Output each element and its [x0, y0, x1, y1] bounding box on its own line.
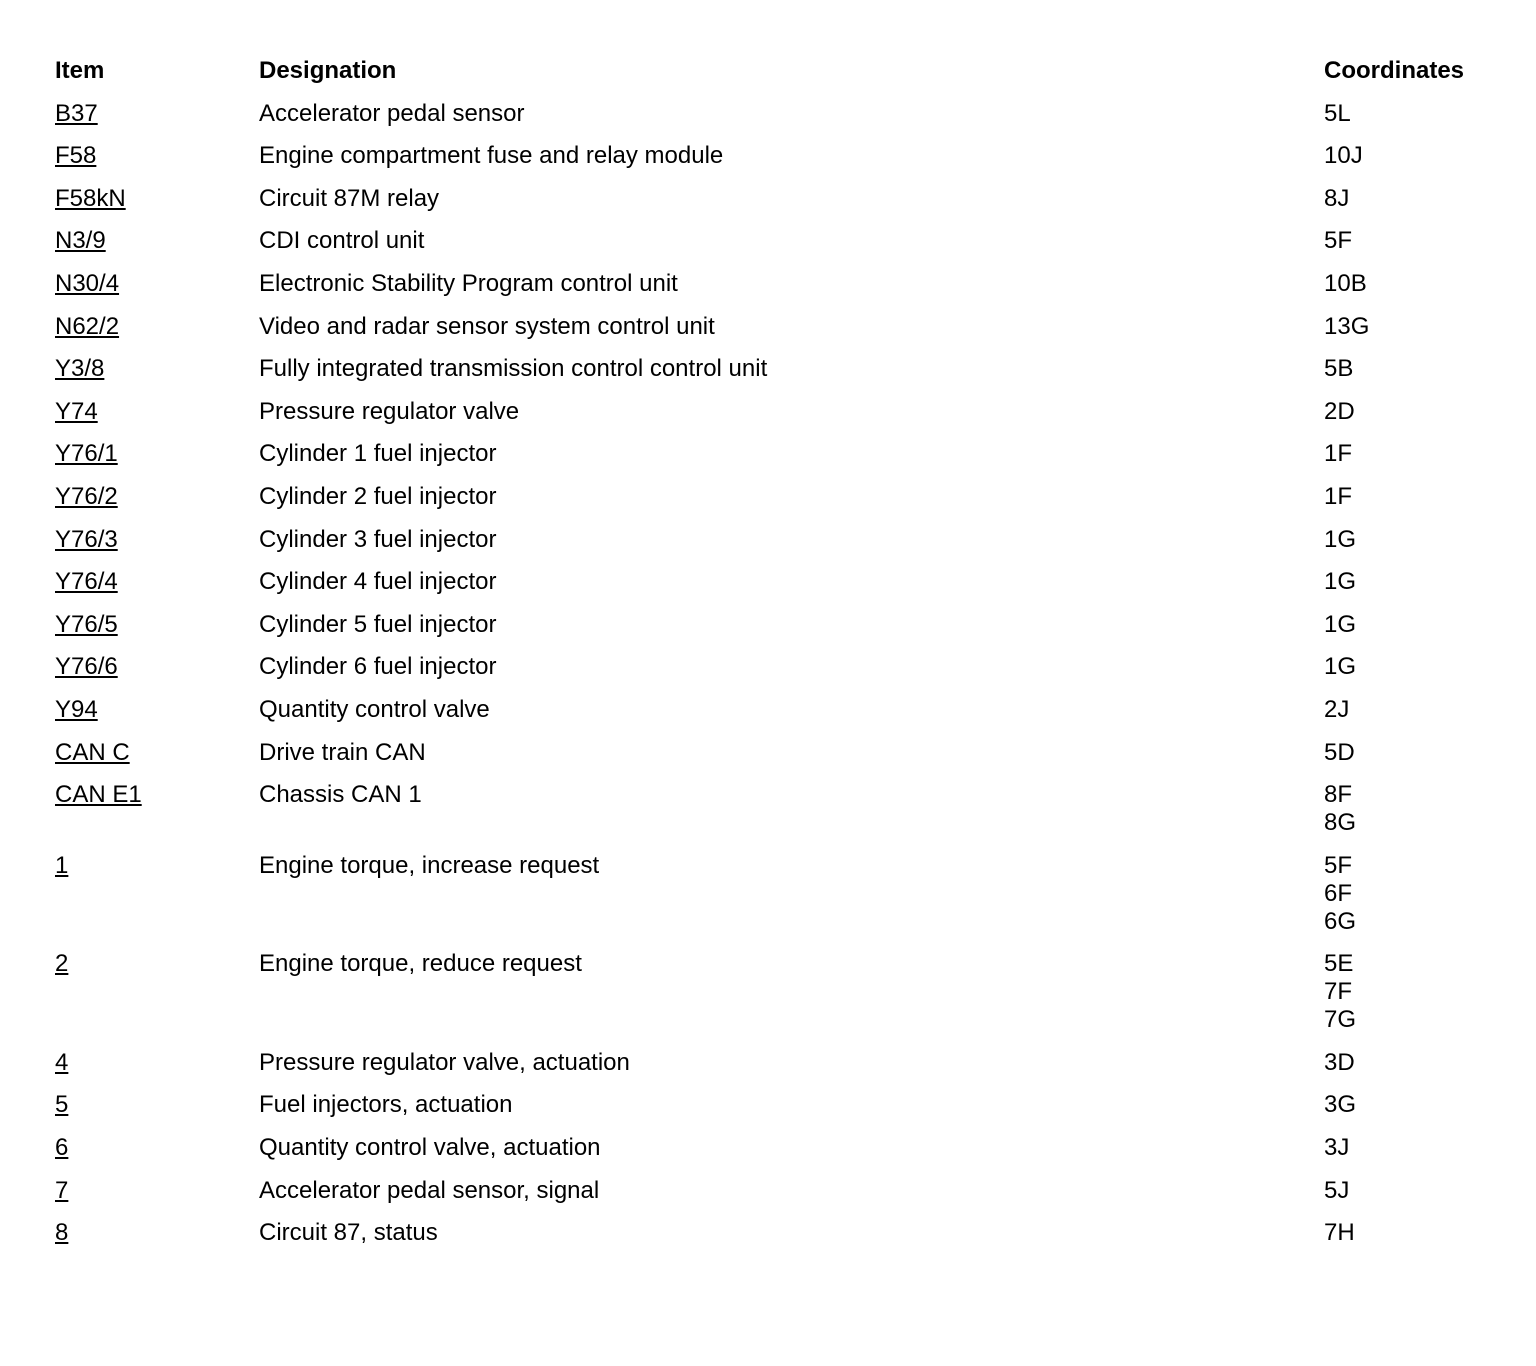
designation-cell: Accelerator pedal sensor [259, 99, 525, 127]
coordinates-cell [1324, 1177, 1515, 1205]
table-row [55, 227, 1515, 255]
designation-cell: Engine torque, increase request [259, 851, 600, 879]
coordinates-cell [1324, 852, 1515, 936]
coordinate-value: 7G [1324, 1006, 1357, 1034]
legend-header-row [55, 57, 1515, 85]
legend-table [55, 57, 1515, 1262]
column-header-coordinates: Coordinates [1324, 57, 1465, 84]
column-header-designation: Designation [259, 57, 397, 84]
item-cell [55, 483, 259, 511]
legend-body [55, 100, 1515, 1248]
table-row [55, 483, 1515, 511]
coordinate-value: 5F [1324, 851, 1353, 879]
coordinate-value: 5B [1324, 355, 1354, 383]
item-link[interactable]: 4 [55, 1048, 69, 1076]
designation-cell: Drive train CAN [259, 738, 426, 766]
item-cell [55, 852, 259, 880]
coordinates-cell [1324, 355, 1515, 383]
coordinates-cell [1324, 100, 1515, 128]
coordinates-cell [1324, 1049, 1515, 1077]
item-link[interactable]: 8 [55, 1219, 69, 1247]
item-link[interactable]: Y76/1 [55, 440, 118, 468]
item-cell [55, 227, 259, 255]
table-row [55, 185, 1515, 213]
item-cell [55, 440, 259, 468]
table-row [55, 1177, 1515, 1205]
designation-cell: Cylinder 2 fuel injector [259, 482, 497, 510]
item-link[interactable]: Y76/4 [55, 568, 118, 596]
table-row [55, 100, 1515, 128]
designation-cell: Chassis CAN 1 [259, 781, 422, 809]
table-row [55, 653, 1515, 681]
coordinates-cell [1324, 227, 1515, 255]
item-cell [55, 1049, 259, 1077]
item-link[interactable]: Y94 [55, 695, 98, 723]
coordinate-value: 6F [1324, 879, 1353, 907]
table-row [55, 440, 1515, 468]
item-link[interactable]: Y76/5 [55, 610, 118, 638]
designation-cell: Accelerator pedal sensor, signal [259, 1176, 600, 1204]
table-row [55, 313, 1515, 341]
designation-cell: Video and radar sensor system control unit [259, 312, 715, 340]
coordinate-value: 2D [1324, 397, 1355, 425]
coordinate-value: 1G [1324, 568, 1357, 596]
table-row [55, 398, 1515, 426]
item-cell [55, 100, 259, 128]
coordinate-value: 5J [1324, 1176, 1350, 1204]
table-row [55, 781, 1515, 837]
coordinates-cell [1324, 781, 1515, 837]
coordinates-cell [1324, 526, 1515, 554]
item-cell [55, 611, 259, 639]
coordinate-value: 1G [1324, 653, 1357, 681]
designation-cell: Cylinder 6 fuel injector [259, 653, 497, 681]
table-row [55, 526, 1515, 554]
designation-cell: Cylinder 5 fuel injector [259, 610, 497, 638]
item-link[interactable]: F58 [55, 142, 97, 170]
item-link[interactable]: Y76/6 [55, 653, 118, 681]
coordinates-cell [1324, 696, 1515, 724]
coordinate-value: 5D [1324, 738, 1355, 766]
designation-cell: Fuel injectors, actuation [259, 1091, 513, 1119]
coordinate-value: 1G [1324, 525, 1357, 553]
item-link[interactable]: Y74 [55, 397, 98, 425]
item-cell [55, 696, 259, 724]
coordinate-value: 3G [1324, 1091, 1357, 1119]
coordinates-cell [1324, 398, 1515, 426]
item-cell [55, 950, 259, 978]
coordinates-cell [1324, 313, 1515, 341]
item-cell [55, 270, 259, 298]
coordinate-value: 5L [1324, 99, 1351, 127]
item-link[interactable]: 2 [55, 950, 69, 978]
designation-cell: Cylinder 1 fuel injector [259, 440, 497, 468]
coordinates-cell [1324, 1219, 1515, 1247]
table-row [55, 950, 1515, 1034]
designation-cell: Cylinder 4 fuel injector [259, 568, 497, 596]
item-link[interactable]: CAN C [55, 738, 130, 766]
item-link[interactable]: 7 [55, 1176, 69, 1204]
item-link[interactable]: 1 [55, 851, 69, 879]
coordinate-value: 8J [1324, 184, 1350, 212]
coordinate-value: 8F [1324, 781, 1353, 809]
coordinate-value: 1F [1324, 440, 1353, 468]
table-row [55, 1091, 1515, 1119]
designation-cell: Fully integrated transmission control control unit [259, 355, 768, 383]
table-row [55, 568, 1515, 596]
designation-cell: Pressure regulator valve, actuation [259, 1048, 630, 1076]
item-cell [55, 1177, 259, 1205]
item-cell [55, 1219, 259, 1247]
table-row [55, 611, 1515, 639]
item-cell [55, 1134, 259, 1162]
item-cell [55, 1091, 259, 1119]
item-cell [55, 398, 259, 426]
coordinates-cell [1324, 568, 1515, 596]
table-row [55, 142, 1515, 170]
coordinates-cell [1324, 1134, 1515, 1162]
item-link[interactable]: N30/4 [55, 269, 120, 297]
coordinate-value: 1F [1324, 482, 1353, 510]
coordinate-value: 1G [1324, 610, 1357, 638]
coordinate-value: 10J [1324, 142, 1363, 170]
coordinates-cell [1324, 440, 1515, 468]
coordinates-cell [1324, 483, 1515, 511]
item-link[interactable]: Y76/2 [55, 482, 118, 510]
item-link[interactable]: 5 [55, 1091, 69, 1119]
item-cell [55, 313, 259, 341]
table-row [55, 1049, 1515, 1077]
coordinates-cell [1324, 950, 1515, 1034]
item-link[interactable]: 6 [55, 1134, 69, 1162]
coordinate-value: 3D [1324, 1048, 1355, 1076]
item-link[interactable]: CAN E1 [55, 781, 142, 809]
table-row [55, 270, 1515, 298]
item-cell [55, 568, 259, 596]
table-row [55, 1134, 1515, 1162]
coordinates-cell [1324, 185, 1515, 213]
item-link[interactable]: Y3/8 [55, 355, 105, 383]
coordinates-cell [1324, 611, 1515, 639]
coordinates-cell [1324, 739, 1515, 767]
item-cell [55, 142, 259, 170]
table-row [55, 852, 1515, 936]
coordinates-cell [1324, 142, 1515, 170]
item-cell [55, 739, 259, 767]
item-link[interactable]: B37 [55, 99, 98, 127]
designation-cell: Circuit 87, status [259, 1219, 438, 1247]
designation-cell: CDI control unit [259, 227, 425, 255]
column-header-item: Item [55, 57, 105, 84]
item-cell [55, 526, 259, 554]
coordinate-value: 10B [1324, 269, 1367, 297]
item-cell [55, 781, 259, 809]
coordinates-cell [1324, 653, 1515, 681]
item-link[interactable]: N3/9 [55, 227, 106, 255]
item-cell [55, 185, 259, 213]
coordinate-value: 5E [1324, 950, 1354, 978]
item-link[interactable]: F58kN [55, 184, 126, 212]
designation-cell: Quantity control valve [259, 695, 490, 723]
designation-cell: Circuit 87M relay [259, 184, 440, 212]
coordinate-value: 7F [1324, 978, 1353, 1006]
coordinate-value: 7H [1324, 1219, 1355, 1247]
coordinates-cell [1324, 1091, 1515, 1119]
coordinate-value: 8G [1324, 809, 1357, 837]
coordinate-value: 5F [1324, 227, 1353, 255]
item-link[interactable]: Y76/3 [55, 525, 118, 553]
table-row [55, 696, 1515, 724]
table-row [55, 355, 1515, 383]
designation-cell: Pressure regulator valve [259, 397, 520, 425]
table-row [55, 739, 1515, 767]
designation-cell: Electronic Stability Program control unit [259, 269, 678, 297]
item-link[interactable]: N62/2 [55, 312, 120, 340]
designation-cell: Engine compartment fuse and relay module [259, 142, 724, 170]
coordinate-value: 13G [1324, 312, 1370, 340]
coordinate-value: 6G [1324, 907, 1357, 935]
table-row [55, 1219, 1515, 1247]
designation-cell: Engine torque, reduce request [259, 950, 582, 978]
item-cell [55, 355, 259, 383]
coordinate-value: 3J [1324, 1134, 1350, 1162]
coordinates-cell [1324, 270, 1515, 298]
designation-cell: Cylinder 3 fuel injector [259, 525, 497, 553]
item-cell [55, 653, 259, 681]
coordinate-value: 2J [1324, 695, 1350, 723]
designation-cell: Quantity control valve, actuation [259, 1134, 601, 1162]
